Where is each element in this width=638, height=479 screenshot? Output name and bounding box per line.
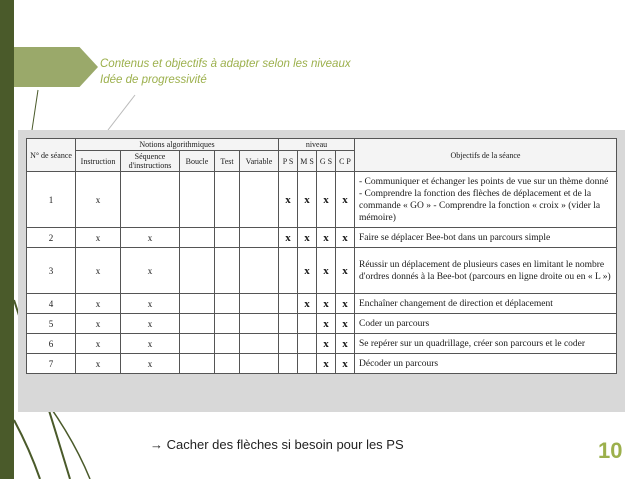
header-cp: C P — [336, 151, 355, 172]
cell-ms: x — [298, 228, 317, 248]
slide-subtitle: Idée de progressivité — [100, 74, 207, 86]
cell-sequence: x — [121, 294, 180, 314]
cell-test — [215, 314, 240, 334]
cell-gs: x — [317, 248, 336, 294]
progression-table — [26, 138, 617, 374]
cell-ps — [279, 294, 298, 314]
header-objectifs: Objectifs de la séance — [355, 139, 617, 172]
cell-variable — [240, 248, 279, 294]
cell-variable — [240, 228, 279, 248]
cell-test — [215, 228, 240, 248]
cell-sequence: x — [121, 248, 180, 294]
header-test: Test — [215, 151, 240, 172]
header-gs: G S — [317, 151, 336, 172]
cell-gs: x — [317, 334, 336, 354]
cell-test — [215, 354, 240, 374]
page-number: 10 — [598, 438, 623, 463]
cell-instruction: x — [76, 294, 121, 314]
table-row — [27, 334, 617, 354]
slide-title: Contenus et objectifs à adapter selon les niveaux — [100, 58, 351, 70]
cell-instruction: x — [76, 314, 121, 334]
footnote-text: Cacher des flèches si besoin pour les PS — [166, 437, 404, 452]
cell-boucle — [180, 334, 215, 354]
header-seance: N° de séance — [27, 139, 76, 172]
cell-gs: x — [317, 354, 336, 374]
cell-objectifs: Se repérer sur un quadrillage, créer son parcours et le coder — [355, 334, 617, 354]
cell-n: 7 — [27, 354, 76, 374]
table-row — [27, 172, 617, 228]
cell-ps: x — [279, 228, 298, 248]
cell-boucle — [180, 314, 215, 334]
cell-variable — [240, 354, 279, 374]
cell-variable — [240, 334, 279, 354]
cell-test — [215, 172, 240, 228]
cell-ps — [279, 354, 298, 374]
cell-objectifs: Coder un parcours — [355, 314, 617, 334]
cell-cp: x — [336, 294, 355, 314]
cell-cp: x — [336, 354, 355, 374]
cell-ms — [298, 354, 317, 374]
cell-instruction: x — [76, 228, 121, 248]
cell-boucle — [180, 354, 215, 374]
cell-ms — [298, 334, 317, 354]
cell-instruction: x — [76, 354, 121, 374]
cell-objectifs: Décoder un parcours — [355, 354, 617, 374]
cell-objectifs: Réussir un déplacement de plusieurs cases en limitant le nombre d'ordres donnés à la Bee-bot (parcours en ligne droite ou en « L ») — [355, 248, 617, 294]
header-notions: Notions algorithmiques — [76, 139, 279, 151]
slide-title-block — [100, 56, 351, 88]
cell-sequence: x — [121, 314, 180, 334]
cell-sequence: x — [121, 228, 180, 248]
header-niveau: niveau — [279, 139, 355, 151]
cell-ms: x — [298, 172, 317, 228]
cell-cp: x — [336, 228, 355, 248]
table-row — [27, 228, 617, 248]
cell-boucle — [180, 172, 215, 228]
cell-boucle — [180, 248, 215, 294]
cell-instruction: x — [76, 172, 121, 228]
cell-variable — [240, 294, 279, 314]
cell-objectifs: Faire se déplacer Bee-bot dans un parcours simple — [355, 228, 617, 248]
cell-n: 5 — [27, 314, 76, 334]
cell-gs: x — [317, 314, 336, 334]
table-row — [27, 354, 617, 374]
cell-ps — [279, 334, 298, 354]
cell-sequence: x — [121, 354, 180, 374]
table-image-frame — [18, 130, 625, 412]
cell-ps: x — [279, 172, 298, 228]
header-boucle: Boucle — [180, 151, 215, 172]
cell-cp: x — [336, 314, 355, 334]
cell-gs: x — [317, 172, 336, 228]
cell-objectifs: - Communiquer et échanger les points de vue sur un thème donné - Comprendre la fonction des flèches de déplacement et de la commande « GO » - Comprendre la fonction « croix » (vider la mémoire) — [355, 172, 617, 228]
header-sequence: Séquence d'instructions — [121, 151, 180, 172]
cell-objectifs: Enchaîner changement de direction et déplacement — [355, 294, 617, 314]
cell-instruction: x — [76, 334, 121, 354]
cell-gs: x — [317, 228, 336, 248]
cell-ps — [279, 314, 298, 334]
table-row — [27, 248, 617, 294]
cell-ps — [279, 248, 298, 294]
cell-gs: x — [317, 294, 336, 314]
header-ps: P S — [279, 151, 298, 172]
cell-boucle — [180, 228, 215, 248]
header-variable: Variable — [240, 151, 279, 172]
cell-n: 2 — [27, 228, 76, 248]
header-instruction: Instruction — [76, 151, 121, 172]
table-group-header-row — [27, 139, 617, 151]
cell-cp: x — [336, 334, 355, 354]
cell-test — [215, 248, 240, 294]
cell-test — [215, 334, 240, 354]
cell-ms: x — [298, 248, 317, 294]
table-row — [27, 294, 617, 314]
cell-sequence: x — [121, 334, 180, 354]
cell-boucle — [180, 294, 215, 314]
arrow-icon: → — [150, 437, 163, 452]
cell-n: 1 — [27, 172, 76, 228]
table-body — [27, 172, 617, 374]
cell-ms: x — [298, 294, 317, 314]
cell-n: 4 — [27, 294, 76, 314]
cell-cp: x — [336, 248, 355, 294]
cell-variable — [240, 314, 279, 334]
cell-n: 6 — [27, 334, 76, 354]
header-ms: M S — [298, 151, 317, 172]
table-row — [27, 314, 617, 334]
cell-n: 3 — [27, 248, 76, 294]
cell-ms — [298, 314, 317, 334]
cell-variable — [240, 172, 279, 228]
cell-test — [215, 294, 240, 314]
footnote — [150, 437, 404, 452]
cell-cp: x — [336, 172, 355, 228]
cell-instruction: x — [76, 248, 121, 294]
cell-sequence — [121, 172, 180, 228]
